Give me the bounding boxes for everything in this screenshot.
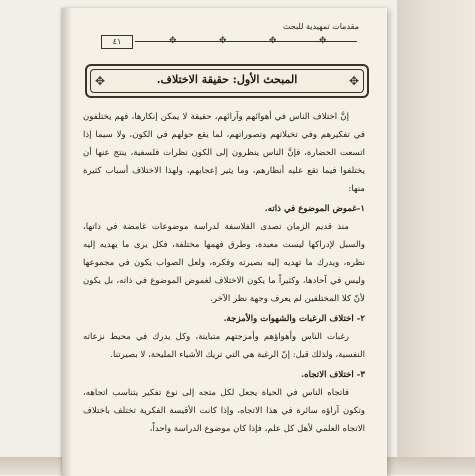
section-title: المبحث الأول: حقيقة الاختلاف. xyxy=(156,73,298,86)
cause-heading: ٣- اختلاف الاتجاه. xyxy=(301,370,365,380)
running-title: مقدمات تمهيدية للبحث xyxy=(282,22,359,31)
page-number: ٤١ xyxy=(101,35,133,49)
spine-shadow xyxy=(62,8,72,476)
cause-paragraph: رغبات الناس وأهواؤهم وأمزجتهم متباينة، وكل يدرك في محيط نزعاته النفسية، ولذلك قيل: إنّ الرغبة هي التي تريك الأشياء المليحة، لا بصيرتنا. xyxy=(83,332,365,360)
cause-paragraph: فاتجاه الناس في الحياة يجعل لكل متجه إلى نوع تفكير يتناسب اتجاهه، وتكون آراؤه سائرة في هذا الاتجاه، وإذا كانت الأقيسة الفكرية تختلف باختلاف الاتجاه العلمي لأهل كل علم، فإذا كان موضوع الدراسة واحداً، xyxy=(83,388,365,434)
banner-ornament-icon: ✥ xyxy=(348,74,359,88)
rule-ornament-icon: ✥ xyxy=(269,36,277,46)
header-rule xyxy=(91,35,363,47)
cause-heading: ١-غموض الموضوع في ذاته. xyxy=(264,204,365,214)
page-header xyxy=(91,20,363,54)
body-text xyxy=(83,108,365,438)
book-page xyxy=(62,8,387,476)
rule-ornament-icon: ✥ xyxy=(319,36,327,46)
intro-paragraph: إنَّ اختلاف الناس في أهوائهم وآرائهم، حقيقة لا يمكن إنكارها، فهم يختلفون في تفكيرهم وفي تخيلاتهم وتصوراتهم، لما يقع حولهم في الكون، ولا سيما إذا اتسعت الحضارة، فإنَّ الناس ينظرون إلى الكون نظرات فلسفية، ينتج عنها أن يختلفوا فيما تقع عليه أنظارهم، وما يثير إعجابهم، ولهذا الاختلاف أسباب كثيرة منها: xyxy=(83,112,365,194)
background-next-page xyxy=(397,0,475,475)
rule-ornament-icon: ✥ xyxy=(219,36,227,46)
cause-paragraph: منذ قديم الزمان تصدى الفلاسفة لدراسة موضوعات غامضة في ذاتها، والسبل لإدراكها ليست معبدة، وطرق فهمها مختلفة، فكل يرى ما يهديه إليه نظره، ويدرك ما تهديه إليه بصيرته وفكره، ولعل الصواب يكون في مجموعها وليس في آحادها، وكثيراً ما يكون الاختلاف لغموض الموضوع في ذاته، بل يكون لأنّ كلا المختلفين لم يعرف وجهة نظر الآخر. xyxy=(83,222,365,304)
rule-ornament-icon: ✥ xyxy=(169,36,177,46)
banner-ornament-icon: ✥ xyxy=(95,74,106,88)
cause-heading: ٢- اختلاف الرغبات والشهوات والأمزجة. xyxy=(223,314,365,324)
section-banner xyxy=(85,64,369,98)
